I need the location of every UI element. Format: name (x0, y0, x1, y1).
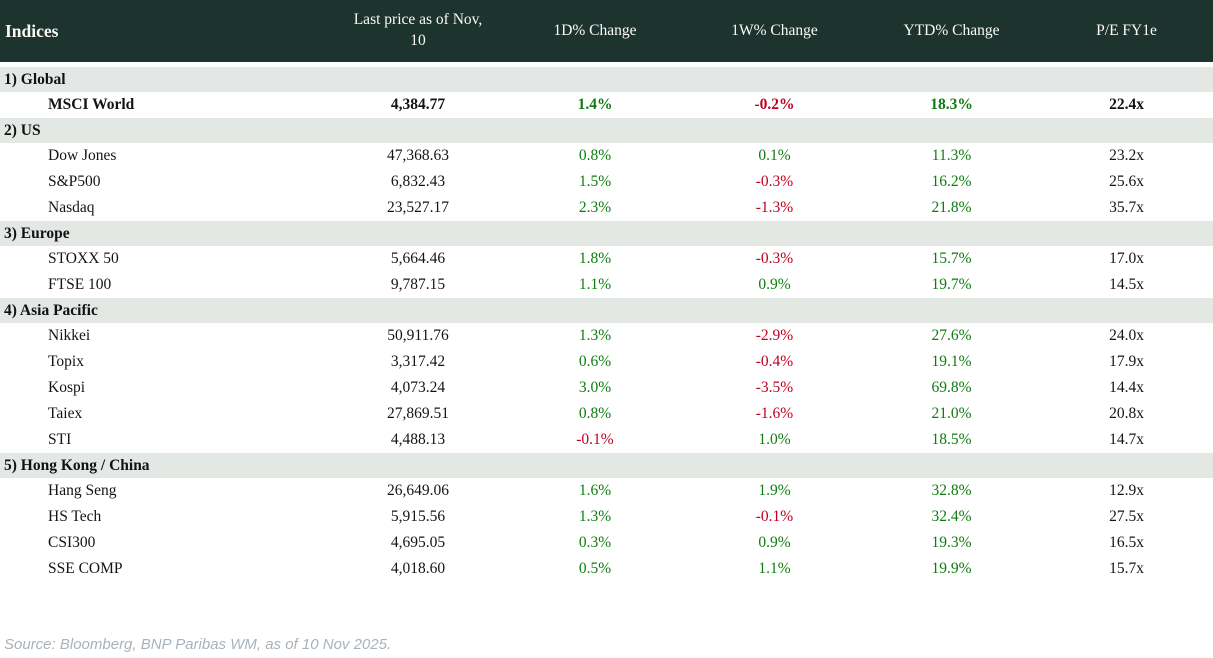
section-label: 3) Europe (0, 221, 1213, 246)
change-1d: 1.5% (504, 169, 686, 195)
index-name: Topix (0, 349, 332, 375)
pe-ratio: 22.4x (1040, 92, 1213, 118)
index-name: FTSE 100 (0, 272, 332, 298)
change-1w: -0.3% (686, 169, 863, 195)
header-1w-change: 1W% Change (686, 0, 863, 62)
last-price: 5,664.46 (332, 246, 504, 272)
change-ytd: 69.8% (863, 375, 1040, 401)
change-1w: -0.2% (686, 92, 863, 118)
section-row (0, 118, 1213, 143)
change-1w: 0.1% (686, 143, 863, 169)
last-price: 50,911.76 (332, 323, 504, 349)
index-row (0, 375, 1213, 401)
section-label: 4) Asia Pacific (0, 298, 1213, 323)
section-row (0, 298, 1213, 323)
change-ytd: 19.7% (863, 272, 1040, 298)
pe-ratio: 14.4x (1040, 375, 1213, 401)
change-ytd: 18.5% (863, 427, 1040, 453)
section-row (0, 453, 1213, 478)
index-row (0, 323, 1213, 349)
change-ytd: 19.3% (863, 530, 1040, 556)
change-ytd: 15.7% (863, 246, 1040, 272)
index-name: STI (0, 427, 332, 453)
index-name: Kospi (0, 375, 332, 401)
header-pe: P/E FY1e (1040, 0, 1213, 62)
index-name: HS Tech (0, 504, 332, 530)
change-1w: -2.9% (686, 323, 863, 349)
table-header (0, 0, 1213, 62)
index-row (0, 427, 1213, 453)
change-1d: 1.4% (504, 92, 686, 118)
change-ytd: 16.2% (863, 169, 1040, 195)
index-name: Taiex (0, 401, 332, 427)
index-row (0, 92, 1213, 118)
pe-ratio: 24.0x (1040, 323, 1213, 349)
pe-ratio: 23.2x (1040, 143, 1213, 169)
change-1w: -1.3% (686, 195, 863, 221)
last-price: 26,649.06 (332, 478, 504, 504)
change-1w: -0.3% (686, 246, 863, 272)
last-price: 23,527.17 (332, 195, 504, 221)
change-1w: 1.9% (686, 478, 863, 504)
header-ytd-change: YTD% Change (863, 0, 1040, 62)
last-price: 47,368.63 (332, 143, 504, 169)
change-1d: 3.0% (504, 375, 686, 401)
section-label: 5) Hong Kong / China (0, 453, 1213, 478)
change-1w: -1.6% (686, 401, 863, 427)
pe-ratio: 35.7x (1040, 195, 1213, 221)
section-label: 2) US (0, 118, 1213, 143)
last-price: 4,018.60 (332, 556, 504, 582)
section-row (0, 221, 1213, 246)
change-1d: 1.3% (504, 504, 686, 530)
change-1w: 1.1% (686, 556, 863, 582)
change-ytd: 21.8% (863, 195, 1040, 221)
change-1w: -0.4% (686, 349, 863, 375)
index-name: SSE COMP (0, 556, 332, 582)
change-1w: -0.1% (686, 504, 863, 530)
change-ytd: 32.4% (863, 504, 1040, 530)
last-price: 3,317.42 (332, 349, 504, 375)
index-row (0, 401, 1213, 427)
pe-ratio: 12.9x (1040, 478, 1213, 504)
index-row (0, 530, 1213, 556)
change-1w: -3.5% (686, 375, 863, 401)
change-ytd: 27.6% (863, 323, 1040, 349)
pe-ratio: 17.0x (1040, 246, 1213, 272)
last-price: 27,869.51 (332, 401, 504, 427)
index-name: S&P500 (0, 169, 332, 195)
index-name: Nikkei (0, 323, 332, 349)
pe-ratio: 27.5x (1040, 504, 1213, 530)
pe-ratio: 14.7x (1040, 427, 1213, 453)
change-1d: 0.5% (504, 556, 686, 582)
last-price: 6,832.43 (332, 169, 504, 195)
header-last-price: Last price as of Nov, 10 (332, 0, 504, 62)
pe-ratio: 25.6x (1040, 169, 1213, 195)
index-name: CSI300 (0, 530, 332, 556)
change-1w: 0.9% (686, 272, 863, 298)
pe-ratio: 14.5x (1040, 272, 1213, 298)
change-1d: 0.8% (504, 401, 686, 427)
change-ytd: 19.1% (863, 349, 1040, 375)
change-ytd: 18.3% (863, 92, 1040, 118)
index-row (0, 195, 1213, 221)
index-row (0, 169, 1213, 195)
index-row (0, 246, 1213, 272)
section-row (0, 67, 1213, 92)
last-price: 4,073.24 (332, 375, 504, 401)
header-row (0, 0, 1213, 62)
change-ytd: 19.9% (863, 556, 1040, 582)
change-1w: 0.9% (686, 530, 863, 556)
change-ytd: 11.3% (863, 143, 1040, 169)
change-1d: 0.3% (504, 530, 686, 556)
pe-ratio: 16.5x (1040, 530, 1213, 556)
header-indices: Indices (0, 0, 332, 62)
indices-table-body (0, 62, 1213, 582)
last-price: 4,695.05 (332, 530, 504, 556)
index-name: Hang Seng (0, 478, 332, 504)
section-label: 1) Global (0, 67, 1213, 92)
pe-ratio: 20.8x (1040, 401, 1213, 427)
index-row (0, 478, 1213, 504)
change-1w: 1.0% (686, 427, 863, 453)
header-1d-change: 1D% Change (504, 0, 686, 62)
change-1d: -0.1% (504, 427, 686, 453)
last-price: 4,384.77 (332, 92, 504, 118)
index-name: MSCI World (0, 92, 332, 118)
pe-ratio: 17.9x (1040, 349, 1213, 375)
change-1d: 0.8% (504, 143, 686, 169)
index-name: Nasdaq (0, 195, 332, 221)
change-1d: 1.1% (504, 272, 686, 298)
index-row (0, 504, 1213, 530)
pe-ratio: 15.7x (1040, 556, 1213, 582)
index-name: Dow Jones (0, 143, 332, 169)
change-1d: 2.3% (504, 195, 686, 221)
change-1d: 1.6% (504, 478, 686, 504)
change-ytd: 21.0% (863, 401, 1040, 427)
index-row (0, 556, 1213, 582)
index-name: STOXX 50 (0, 246, 332, 272)
source-note: Source: Bloomberg, BNP Paribas WM, as of 10 Nov 2025. (4, 636, 392, 653)
index-row (0, 143, 1213, 169)
change-ytd: 32.8% (863, 478, 1040, 504)
change-1d: 1.3% (504, 323, 686, 349)
last-price: 4,488.13 (332, 427, 504, 453)
change-1d: 1.8% (504, 246, 686, 272)
change-1d: 0.6% (504, 349, 686, 375)
index-row (0, 272, 1213, 298)
last-price: 9,787.15 (332, 272, 504, 298)
index-row (0, 349, 1213, 375)
last-price: 5,915.56 (332, 504, 504, 530)
